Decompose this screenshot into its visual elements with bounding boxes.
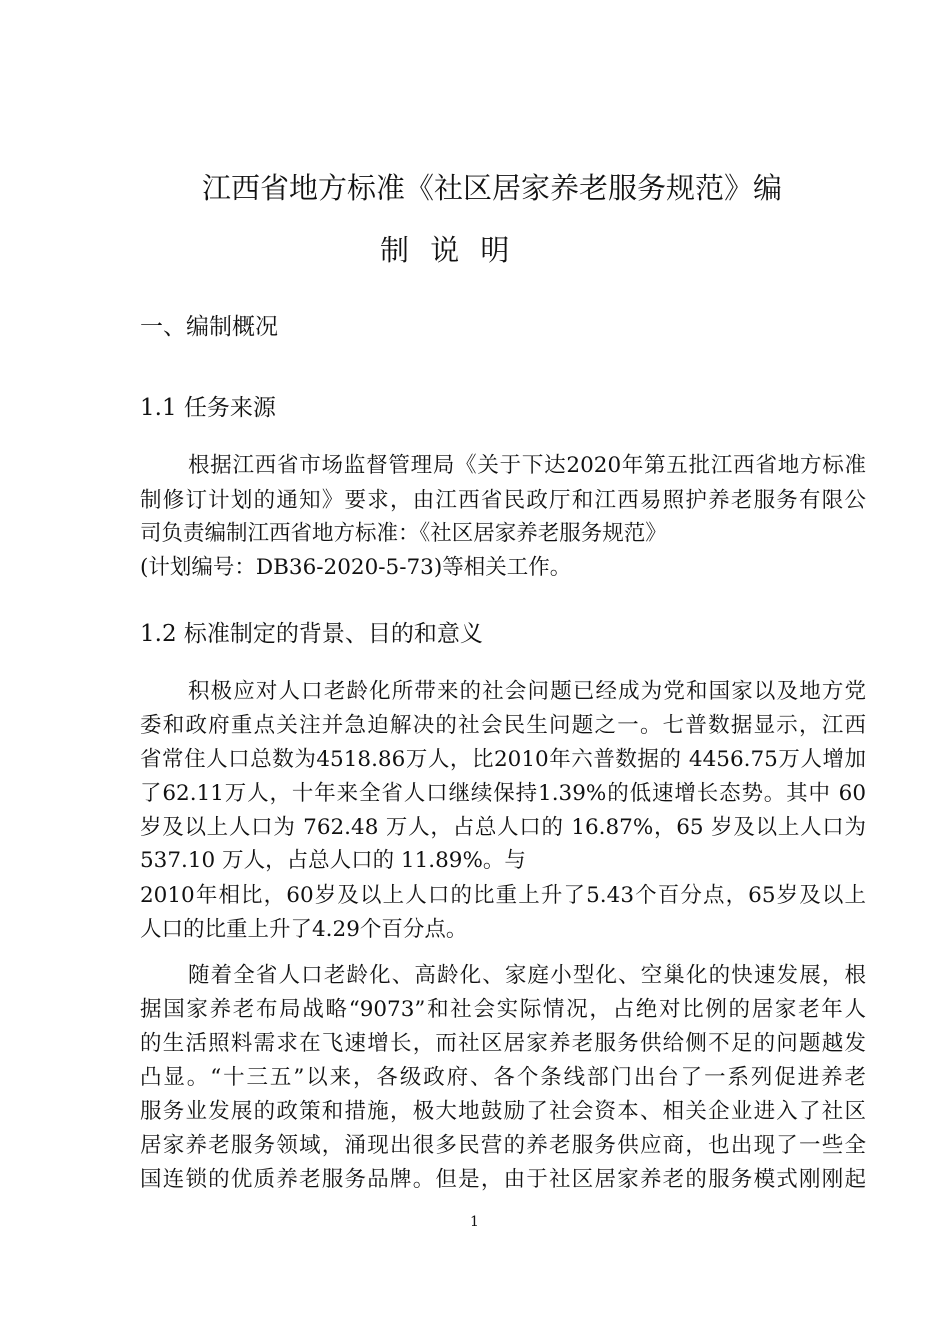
paragraph-line: 国连锁的优质养老服务品牌。但是，由于社区居家养老的服务模式刚刚起 — [140, 1167, 866, 1192]
paragraph-line: 的生活照料需求在飞速增长，而社区居家养老服务供给侧不足的问题越发 — [140, 1031, 866, 1056]
page-number: 1 — [470, 1214, 479, 1230]
paragraph-line: (计划编号：DB36-2020-5-73)等相关工作。 — [140, 555, 572, 580]
section-heading: 一、编制概况 — [140, 314, 278, 340]
paragraph-line: 司负责编制江西省地方标准：《社区居家养老服务规范》 — [140, 521, 667, 546]
paragraph-line: 制修订计划的通知》要求，由江西省民政厅和江西易照护养老服务有限公 — [140, 488, 866, 513]
document-title-line1: 江西省地方标准《社区居家养老服务规范》编 — [202, 171, 783, 205]
paragraph-line: 省常住人口总数为4518.86万人，比2010年六普数据的 4456.75万人增加 — [140, 747, 866, 772]
paragraph-line: 537.10 万人，占总人口的 11.89%。与 — [140, 848, 526, 873]
paragraph-line: 岁及以上人口为 762.48 万人，占总人口的 16.87%，65 岁及以上人口为 — [140, 815, 866, 840]
subsection-heading: 1.1 任务来源 — [140, 395, 276, 421]
paragraph-line: 了62.11万人，十年来全省人口继续保持1.39%的低速增长态势。其中 60 — [140, 781, 866, 806]
paragraph-line: 委和政府重点关注并急迫解决的社会民生问题之一。七普数据显示，江西 — [140, 713, 866, 738]
paragraph-line: 服务业发展的政策和措施，极大地鼓励了社会资本、相关企业进入了社区 — [140, 1099, 866, 1124]
document-title-line2: 制 说 明 — [380, 233, 516, 267]
paragraph-line: 根据江西省市场监督管理局《关于下达2020年第五批江西省地方标准 — [188, 453, 866, 478]
paragraph-line: 凸显。“十三五”以来，各级政府、各个条线部门出台了一系列促进养老 — [140, 1065, 866, 1090]
paragraph-line: 2010年相比，60岁及以上人口的比重上升了5.43个百分点，65岁及以上 — [140, 883, 866, 908]
paragraph-line: 随着全省人口老龄化、高龄化、家庭小型化、空巢化的快速发展，根 — [188, 963, 866, 988]
paragraph-line: 人口的比重上升了4.29个百分点。 — [140, 917, 468, 942]
paragraph-line: 据国家养老布局战略“9073”和社会实际情况，占绝对比例的居家老年人 — [140, 997, 866, 1022]
paragraph-line: 积极应对人口老龄化所带来的社会问题已经成为党和国家以及地方党 — [188, 679, 866, 704]
paragraph-line: 居家养老服务领域，涌现出很多民营的养老服务供应商，也出现了一些全 — [140, 1133, 866, 1158]
subsection-heading: 1.2 标准制定的背景、目的和意义 — [140, 621, 483, 647]
